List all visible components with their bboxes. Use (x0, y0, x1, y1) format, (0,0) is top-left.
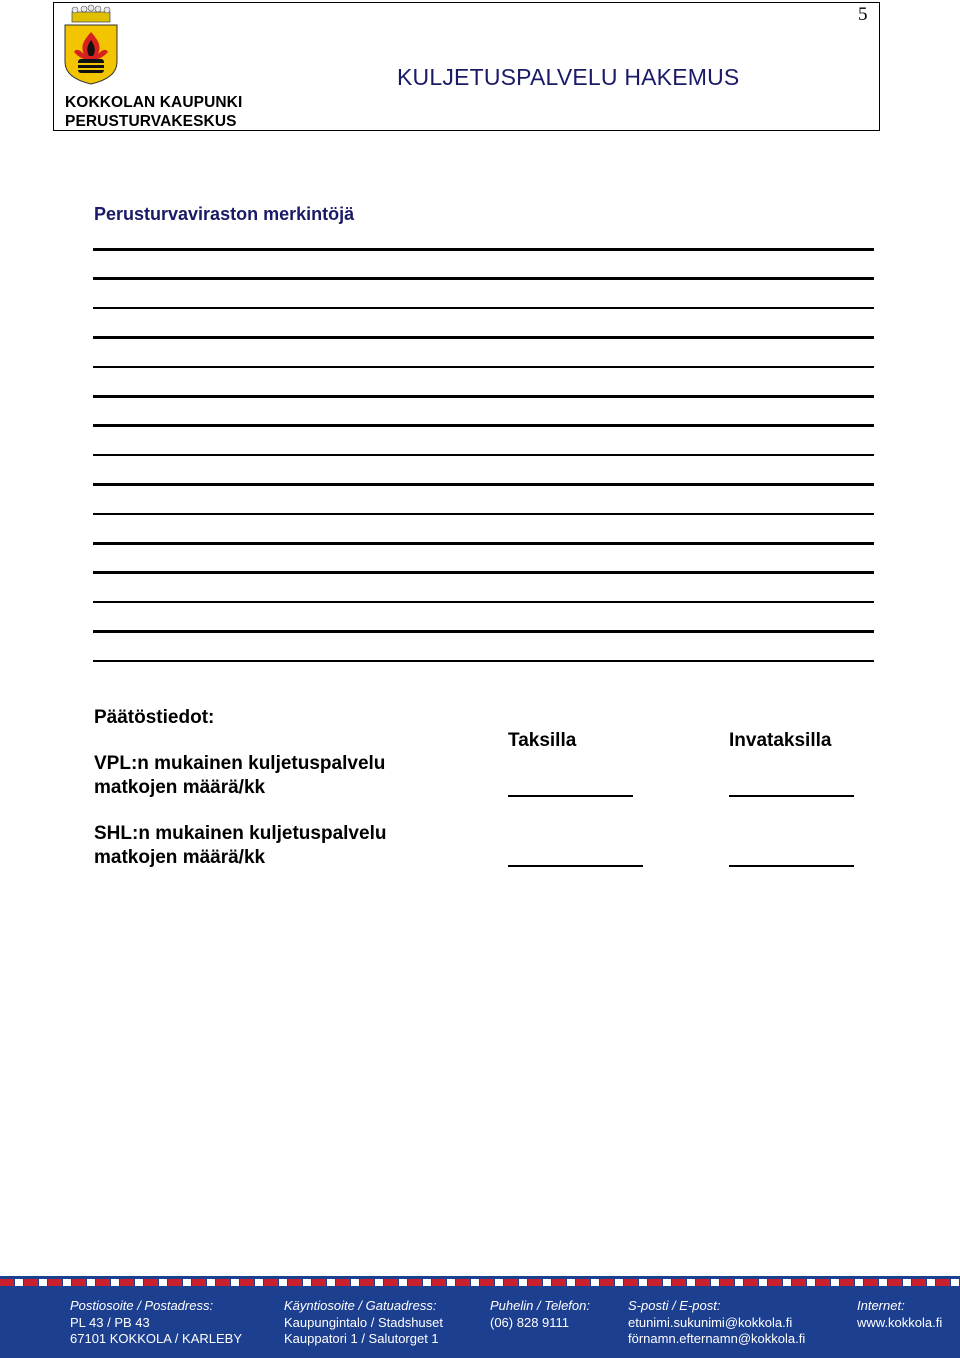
kokkola-coat-of-arms-logo (62, 4, 120, 86)
office-notes-line[interactable] (93, 336, 874, 339)
vpl-row-line1: VPL:n mukainen kuljetuspalvelu (94, 753, 386, 774)
vpl-taksilla-field[interactable] (508, 795, 633, 797)
shl-row-line1: SHL:n mukainen kuljetuspalvelu (94, 823, 387, 844)
office-notes-line[interactable] (93, 660, 874, 663)
shl-row-label (94, 822, 386, 870)
footer-visiting-line2: Kauppatori 1 / Salutorget 1 (284, 1331, 439, 1346)
office-notes-line[interactable] (93, 424, 874, 427)
office-notes-line[interactable] (93, 395, 874, 398)
office-notes-line[interactable] (93, 307, 874, 310)
office-notes-line[interactable] (93, 366, 874, 369)
office-notes-line[interactable] (93, 601, 874, 604)
footer-phone-heading: Puhelin / Telefon: (490, 1298, 590, 1313)
footer-stripe (0, 1276, 960, 1290)
footer-visiting-heading: Käyntiosoite / Gatuadress: (284, 1298, 437, 1313)
office-notes-line[interactable] (93, 513, 874, 516)
footer-internet-heading: Internet: (857, 1298, 905, 1313)
office-notes-line[interactable] (93, 454, 874, 457)
page-number: 5 (858, 4, 868, 25)
organization-line2: PERUSTURVAKESKUS (65, 113, 237, 130)
organization-name (65, 93, 242, 131)
footer-internet-line1: www.kokkola.fi (857, 1314, 943, 1330)
footer-phone (490, 1298, 590, 1331)
footer-postal-address (70, 1298, 242, 1348)
vpl-row-line2: matkojen määrä/kk (94, 777, 266, 798)
office-notes-line[interactable] (93, 277, 874, 280)
organization-line1: KOKKOLAN KAUPUNKI (65, 94, 243, 111)
office-notes-title: Perusturvaviraston merkintöjä (94, 204, 355, 224)
decision-title: Päätöstiedot: (94, 707, 215, 728)
office-notes-line[interactable] (93, 542, 874, 545)
vpl-row-label (94, 752, 385, 800)
footer-email-line1: etunimi.sukunimi@kokkola.fi (628, 1314, 793, 1330)
footer-postal-line1: PL 43 / PB 43 (70, 1314, 150, 1330)
vpl-invataksilla-field[interactable] (729, 795, 854, 797)
footer-visiting-line1: Kaupungintalo / Stadshuset (284, 1314, 444, 1330)
shl-row-line2: matkojen määrä/kk (94, 847, 266, 868)
form-title: KULJETUSPALVELU HAKEMUS (397, 64, 740, 90)
footer-internet (857, 1298, 942, 1331)
office-notes-line[interactable] (93, 248, 874, 251)
footer-visiting-address (284, 1298, 443, 1348)
shl-invataksilla-field[interactable] (729, 865, 854, 867)
office-notes-line[interactable] (93, 483, 874, 486)
footer-email-heading: S-posti / E-post: (628, 1298, 721, 1313)
footer-email (628, 1298, 805, 1348)
office-notes-line[interactable] (93, 571, 874, 574)
column-header-invataksilla: Invataksilla (729, 730, 832, 751)
office-notes-line[interactable] (93, 630, 874, 633)
footer-email-line2: förnamn.efternamn@kokkola.fi (628, 1331, 806, 1346)
footer-postal-line2: 67101 KOKKOLA / KARLEBY (70, 1331, 242, 1346)
footer-phone-line1: (06) 828 9111 (490, 1314, 570, 1330)
footer (0, 1276, 960, 1358)
footer-postal-heading: Postiosoite / Postadress: (70, 1298, 214, 1313)
column-header-taksilla: Taksilla (508, 730, 577, 751)
shl-taksilla-field[interactable] (508, 865, 643, 867)
